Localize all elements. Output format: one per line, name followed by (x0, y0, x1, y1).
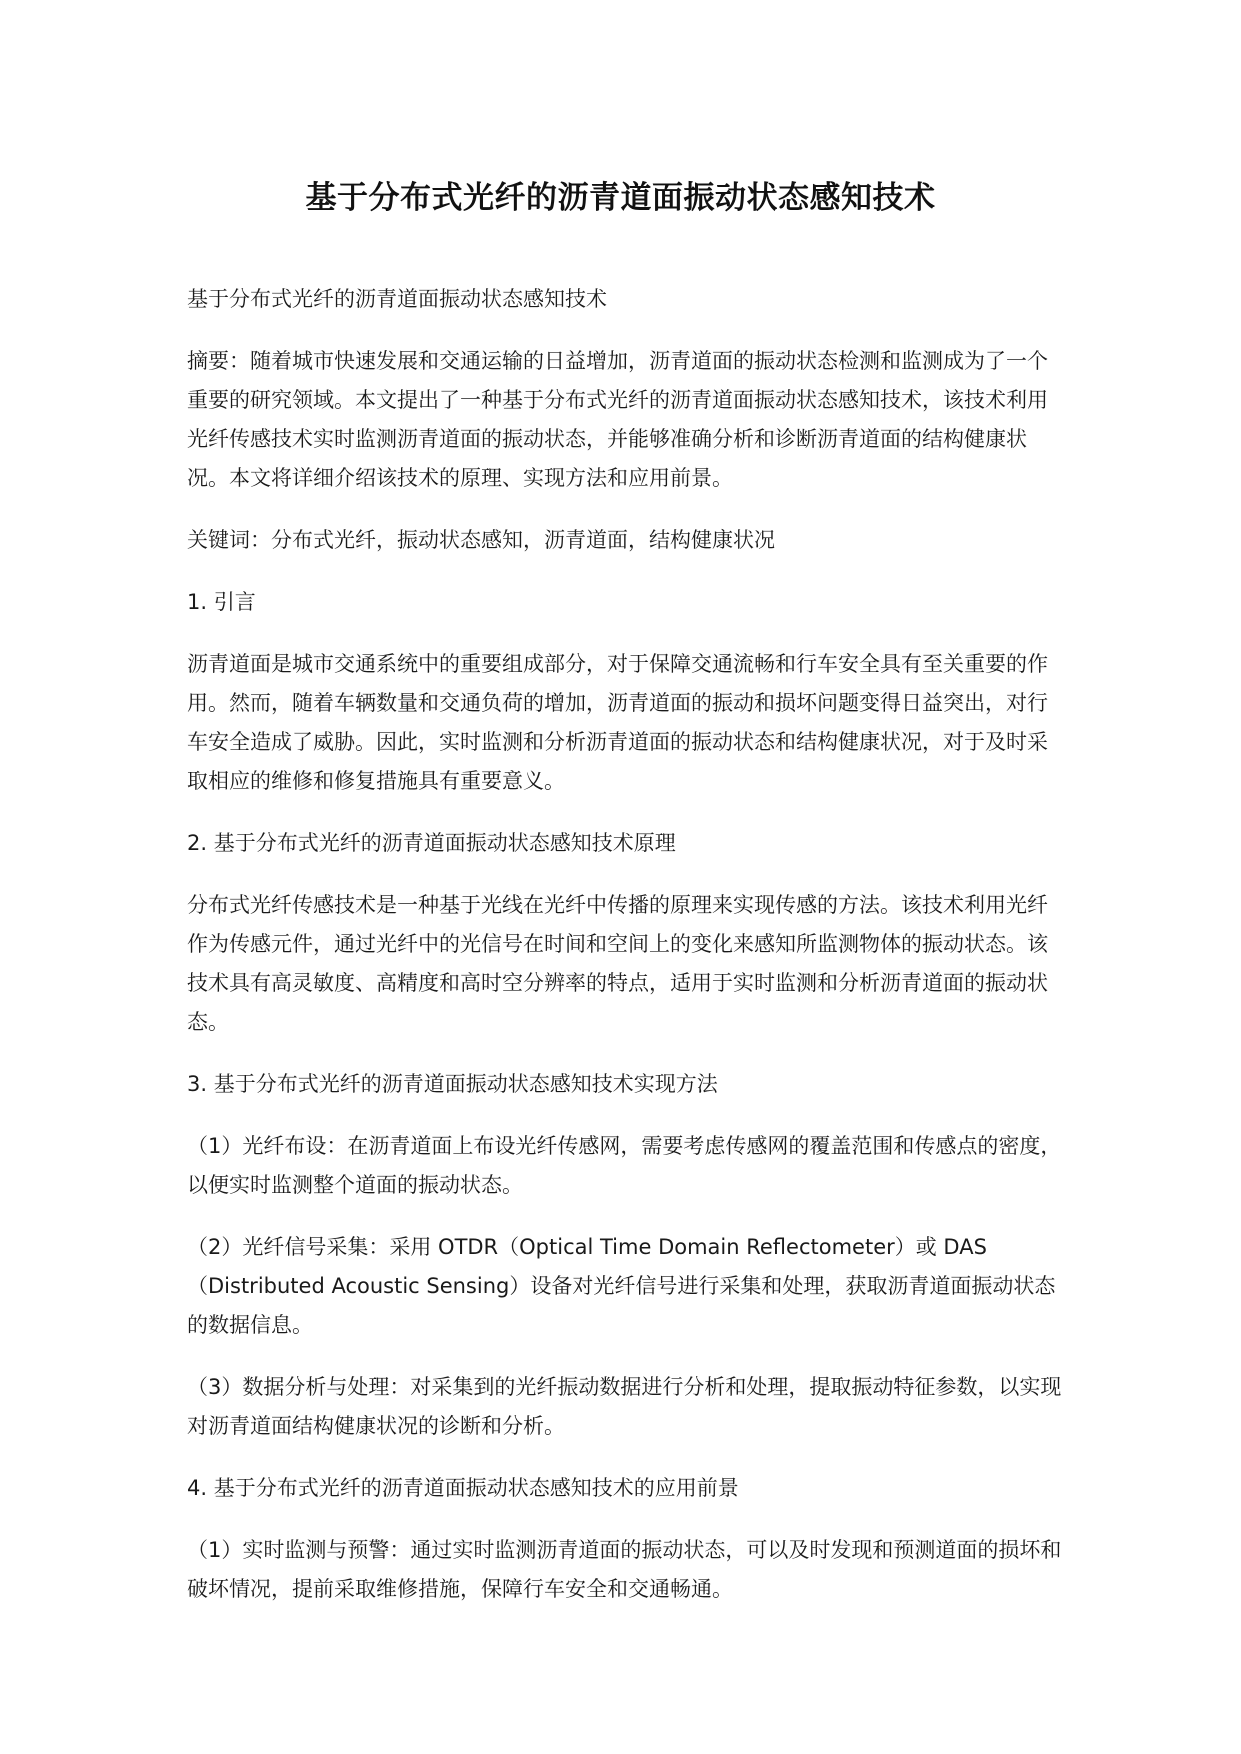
section-heading-introduction: 1. 引言 (187, 590, 256, 614)
document-title: 基于分布式光纤的沥青道面振动状态感知技术 (305, 180, 936, 216)
method-item-1: （1）光纤布设：在沥青道面上布设光纤传感网，需要考虑传感网的覆盖范围和传感点的密度，以便实时监测整个道面的振动状态。 (187, 1134, 1062, 1197)
method-item-2: （2）光纤信号采集：采用 OTDR（Optical Time Domain Reflectometer）或 DAS（Distributed Acoustic Sensing）设备对光纤信号进行采集和处理，获取沥青道面振动状态的数据信息。 (187, 1235, 1056, 1337)
section-heading-method: 3. 基于分布式光纤的沥青道面振动状态感知技术实现方法 (187, 1072, 718, 1096)
document-body (187, 280, 1067, 1632)
section-heading-application: 4. 基于分布式光纤的沥青道面振动状态感知技术的应用前景 (187, 1476, 739, 1500)
subtitle-paragraph: 基于分布式光纤的沥青道面振动状态感知技术 (187, 287, 607, 311)
introduction-paragraph: 沥青道面是城市交通系统中的重要组成部分，对于保障交通流畅和行车安全具有至关重要的作用。然而，随着车辆数量和交通负荷的增加，沥青道面的振动和损坏问题变得日益突出，对行车安全造成了威胁。因此，实时监测和分析沥青道面的振动状态和结构健康状况，对于及时采取相应的维修和修复措施具有重要意义。 (187, 652, 1048, 793)
section-heading-principle: 2. 基于分布式光纤的沥青道面振动状态感知技术原理 (187, 831, 676, 855)
principle-paragraph: 分布式光纤传感技术是一种基于光线在光纤中传播的原理来实现传感的方法。该技术利用光纤作为传感元件，通过光纤中的光信号在时间和空间上的变化来感知所监测物体的振动状态。该技术具有高灵敏度、高精度和高时空分辨率的特点，适用于实时监测和分析沥青道面的振动状态。 (187, 893, 1048, 1034)
application-item-1: （1）实时监测与预警：通过实时监测沥青道面的振动状态，可以及时发现和预测道面的损坏和破坏情况，提前采取维修措施，保障行车安全和交通畅通。 (187, 1538, 1062, 1601)
keywords-paragraph: 关键词：分布式光纤，振动状态感知，沥青道面，结构健康状况 (187, 528, 775, 552)
method-item-3: （3）数据分析与处理：对采集到的光纤振动数据进行分析和处理，提取振动特征参数，以实现对沥青道面结构健康状况的诊断和分析。 (187, 1375, 1062, 1438)
abstract-paragraph: 摘要：随着城市快速发展和交通运输的日益增加，沥青道面的振动状态检测和监测成为了一个重要的研究领域。本文提出了一种基于分布式光纤的沥青道面振动状态感知技术，该技术利用光纤传感技术实时监测沥青道面的振动状态，并能够准确分析和诊断沥青道面的结构健康状况。本文将详细介绍该技术的原理、实现方法和应用前景。 (187, 349, 1048, 490)
